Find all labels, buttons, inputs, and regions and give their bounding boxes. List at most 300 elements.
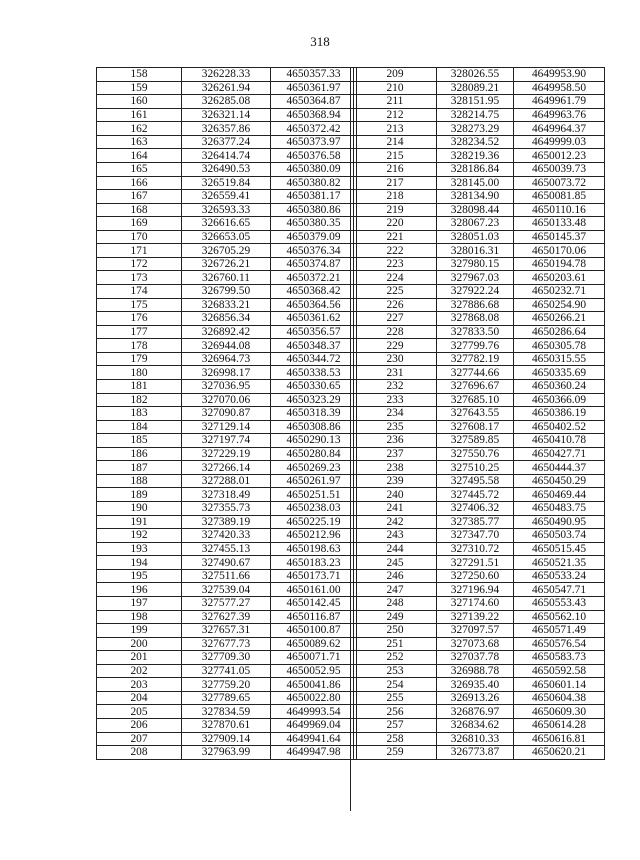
y-coordinate-cell: 4650374.87 bbox=[271, 257, 357, 271]
page-number: 318 bbox=[310, 34, 330, 49]
point-number-cell: 171 bbox=[97, 244, 182, 258]
coordinates-table-left-body bbox=[97, 68, 357, 760]
table-row bbox=[354, 203, 605, 217]
point-number-cell: 175 bbox=[97, 298, 182, 312]
table-row bbox=[354, 691, 605, 705]
table-row bbox=[354, 122, 605, 136]
x-coordinate-cell: 327909.14 bbox=[182, 732, 271, 746]
table-row bbox=[97, 705, 357, 719]
table-row bbox=[354, 190, 605, 204]
y-coordinate-cell: 4650361.97 bbox=[271, 81, 357, 95]
y-coordinate-cell: 4650503.74 bbox=[514, 529, 605, 543]
table-row bbox=[97, 285, 357, 299]
table-row bbox=[97, 135, 357, 149]
x-coordinate-cell: 327834.59 bbox=[182, 705, 271, 719]
table-row bbox=[97, 203, 357, 217]
y-coordinate-cell: 4650133.48 bbox=[514, 217, 605, 231]
point-number-cell: 194 bbox=[97, 556, 182, 570]
table-row bbox=[97, 407, 357, 421]
x-coordinate-cell: 327886.68 bbox=[437, 298, 514, 312]
point-number-cell: 234 bbox=[354, 407, 437, 421]
y-coordinate-cell: 4650571.49 bbox=[514, 624, 605, 638]
x-coordinate-cell: 328214.75 bbox=[437, 108, 514, 122]
x-coordinate-cell: 327868.08 bbox=[437, 312, 514, 326]
y-coordinate-cell: 4650269.23 bbox=[271, 461, 357, 475]
point-number-cell: 228 bbox=[354, 325, 437, 339]
point-number-cell: 210 bbox=[354, 81, 437, 95]
y-coordinate-cell: 4650614.28 bbox=[514, 719, 605, 733]
table-row bbox=[97, 746, 357, 760]
table-divider bbox=[350, 67, 351, 811]
x-coordinate-cell: 326726.21 bbox=[182, 257, 271, 271]
table-row bbox=[97, 434, 357, 448]
point-number-cell: 162 bbox=[97, 122, 182, 136]
table-row bbox=[354, 339, 605, 353]
x-coordinate-cell: 327129.14 bbox=[182, 420, 271, 434]
y-coordinate-cell: 4650380.35 bbox=[271, 217, 357, 231]
y-coordinate-cell: 4650073.72 bbox=[514, 176, 605, 190]
x-coordinate-cell: 327455.13 bbox=[182, 542, 271, 556]
y-coordinate-cell: 4650609.30 bbox=[514, 705, 605, 719]
table-row bbox=[97, 122, 357, 136]
y-coordinate-cell: 4650376.34 bbox=[271, 244, 357, 258]
point-number-cell: 211 bbox=[354, 95, 437, 109]
point-number-cell: 203 bbox=[97, 678, 182, 692]
x-coordinate-cell: 327789.65 bbox=[182, 691, 271, 705]
y-coordinate-cell: 4650427.71 bbox=[514, 447, 605, 461]
table-row bbox=[97, 502, 357, 516]
x-coordinate-cell: 326261.94 bbox=[182, 81, 271, 95]
x-coordinate-cell: 327037.78 bbox=[437, 651, 514, 665]
point-number-cell: 158 bbox=[97, 68, 182, 82]
y-coordinate-cell: 4650022.80 bbox=[271, 691, 357, 705]
y-coordinate-cell: 4650592.58 bbox=[514, 664, 605, 678]
table-row bbox=[97, 257, 357, 271]
table-row bbox=[354, 583, 605, 597]
y-coordinate-cell: 4650364.56 bbox=[271, 298, 357, 312]
table-row bbox=[97, 664, 357, 678]
table-row bbox=[354, 135, 605, 149]
point-number-cell: 169 bbox=[97, 217, 182, 231]
y-coordinate-cell: 4650483.75 bbox=[514, 502, 605, 516]
point-number-cell: 258 bbox=[354, 732, 437, 746]
point-number-cell: 248 bbox=[354, 596, 437, 610]
point-number-cell: 159 bbox=[97, 81, 182, 95]
y-coordinate-cell: 4650315.55 bbox=[514, 352, 605, 366]
y-coordinate-cell: 4650576.54 bbox=[514, 637, 605, 651]
point-number-cell: 218 bbox=[354, 190, 437, 204]
table-row bbox=[354, 230, 605, 244]
x-coordinate-cell: 327288.01 bbox=[182, 474, 271, 488]
x-coordinate-cell: 328273.29 bbox=[437, 122, 514, 136]
table-row bbox=[354, 705, 605, 719]
point-number-cell: 239 bbox=[354, 474, 437, 488]
x-coordinate-cell: 326810.33 bbox=[437, 732, 514, 746]
y-coordinate-cell: 4650366.09 bbox=[514, 393, 605, 407]
table-row bbox=[97, 230, 357, 244]
x-coordinate-cell: 326892.42 bbox=[182, 325, 271, 339]
point-number-cell: 209 bbox=[354, 68, 437, 82]
y-coordinate-cell: 4650381.17 bbox=[271, 190, 357, 204]
coordinates-table-right-body bbox=[354, 68, 605, 760]
point-number-cell: 195 bbox=[97, 569, 182, 583]
point-number-cell: 172 bbox=[97, 257, 182, 271]
table-row bbox=[97, 583, 357, 597]
x-coordinate-cell: 328234.52 bbox=[437, 135, 514, 149]
table-row bbox=[97, 515, 357, 529]
x-coordinate-cell: 326414.74 bbox=[182, 149, 271, 163]
point-number-cell: 227 bbox=[354, 312, 437, 326]
y-coordinate-cell: 4650583.73 bbox=[514, 651, 605, 665]
x-coordinate-cell: 326593.33 bbox=[182, 203, 271, 217]
x-coordinate-cell: 328016.31 bbox=[437, 244, 514, 258]
y-coordinate-cell: 4650308.86 bbox=[271, 420, 357, 434]
point-number-cell: 221 bbox=[354, 230, 437, 244]
point-number-cell: 208 bbox=[97, 746, 182, 760]
y-coordinate-cell: 4650266.21 bbox=[514, 312, 605, 326]
y-coordinate-cell: 4650364.87 bbox=[271, 95, 357, 109]
table-row bbox=[97, 542, 357, 556]
table-row bbox=[97, 678, 357, 692]
y-coordinate-cell: 4650450.29 bbox=[514, 474, 605, 488]
table-row bbox=[354, 244, 605, 258]
x-coordinate-cell: 327196.94 bbox=[437, 583, 514, 597]
x-coordinate-cell: 327090.87 bbox=[182, 407, 271, 421]
y-coordinate-cell: 4650286.64 bbox=[514, 325, 605, 339]
y-coordinate-cell: 4650380.86 bbox=[271, 203, 357, 217]
table-row bbox=[354, 651, 605, 665]
y-coordinate-cell: 4650212.96 bbox=[271, 529, 357, 543]
y-coordinate-cell: 4650444.37 bbox=[514, 461, 605, 475]
point-number-cell: 192 bbox=[97, 529, 182, 543]
point-number-cell: 223 bbox=[354, 257, 437, 271]
x-coordinate-cell: 328067.23 bbox=[437, 217, 514, 231]
x-coordinate-cell: 326964.73 bbox=[182, 352, 271, 366]
point-number-cell: 165 bbox=[97, 162, 182, 176]
point-number-cell: 226 bbox=[354, 298, 437, 312]
y-coordinate-cell: 4650368.42 bbox=[271, 285, 357, 299]
y-coordinate-cell: 4650379.09 bbox=[271, 230, 357, 244]
point-number-cell: 242 bbox=[354, 515, 437, 529]
y-coordinate-cell: 4650290.13 bbox=[271, 434, 357, 448]
table-row bbox=[97, 217, 357, 231]
x-coordinate-cell: 326998.17 bbox=[182, 366, 271, 380]
table-row bbox=[97, 637, 357, 651]
y-coordinate-cell: 4650372.42 bbox=[271, 122, 357, 136]
x-coordinate-cell: 327677.73 bbox=[182, 637, 271, 651]
x-coordinate-cell: 326519.84 bbox=[182, 176, 271, 190]
point-number-cell: 237 bbox=[354, 447, 437, 461]
x-coordinate-cell: 327643.55 bbox=[437, 407, 514, 421]
table-row bbox=[97, 312, 357, 326]
point-number-cell: 174 bbox=[97, 285, 182, 299]
table-row bbox=[97, 651, 357, 665]
y-coordinate-cell: 4650348.37 bbox=[271, 339, 357, 353]
point-number-cell: 187 bbox=[97, 461, 182, 475]
point-number-cell: 230 bbox=[354, 352, 437, 366]
x-coordinate-cell: 326773.87 bbox=[437, 746, 514, 760]
y-coordinate-cell: 4650071.71 bbox=[271, 651, 357, 665]
table-row bbox=[354, 719, 605, 733]
table-row bbox=[354, 610, 605, 624]
x-coordinate-cell: 327709.30 bbox=[182, 651, 271, 665]
point-number-cell: 247 bbox=[354, 583, 437, 597]
x-coordinate-cell: 327070.06 bbox=[182, 393, 271, 407]
point-number-cell: 196 bbox=[97, 583, 182, 597]
point-number-cell: 184 bbox=[97, 420, 182, 434]
y-coordinate-cell: 4650562.10 bbox=[514, 610, 605, 624]
point-number-cell: 256 bbox=[354, 705, 437, 719]
point-number-cell: 238 bbox=[354, 461, 437, 475]
point-number-cell: 220 bbox=[354, 217, 437, 231]
point-number-cell: 240 bbox=[354, 488, 437, 502]
y-coordinate-cell: 4650261.97 bbox=[271, 474, 357, 488]
y-coordinate-cell: 4650039.73 bbox=[514, 162, 605, 176]
table-row bbox=[97, 149, 357, 163]
table-row bbox=[97, 474, 357, 488]
table-row bbox=[354, 176, 605, 190]
table-row bbox=[354, 420, 605, 434]
y-coordinate-cell: 4650361.62 bbox=[271, 312, 357, 326]
table-row bbox=[97, 732, 357, 746]
table-row bbox=[97, 488, 357, 502]
x-coordinate-cell: 328098.44 bbox=[437, 203, 514, 217]
x-coordinate-cell: 327355.73 bbox=[182, 502, 271, 516]
y-coordinate-cell: 4650620.21 bbox=[514, 746, 605, 760]
y-coordinate-cell: 4650198.63 bbox=[271, 542, 357, 556]
y-coordinate-cell: 4650402.52 bbox=[514, 420, 605, 434]
point-number-cell: 168 bbox=[97, 203, 182, 217]
y-coordinate-cell: 4650380.09 bbox=[271, 162, 357, 176]
x-coordinate-cell: 327495.58 bbox=[437, 474, 514, 488]
table-row bbox=[354, 352, 605, 366]
x-coordinate-cell: 327310.72 bbox=[437, 542, 514, 556]
point-number-cell: 199 bbox=[97, 624, 182, 638]
point-number-cell: 236 bbox=[354, 434, 437, 448]
table-row bbox=[97, 190, 357, 204]
point-number-cell: 207 bbox=[97, 732, 182, 746]
y-coordinate-cell: 4649947.98 bbox=[271, 746, 357, 760]
x-coordinate-cell: 327685.10 bbox=[437, 393, 514, 407]
y-coordinate-cell: 4650194.78 bbox=[514, 257, 605, 271]
table-row bbox=[354, 257, 605, 271]
point-number-cell: 243 bbox=[354, 529, 437, 543]
table-row bbox=[97, 569, 357, 583]
x-coordinate-cell: 326653.05 bbox=[182, 230, 271, 244]
point-number-cell: 185 bbox=[97, 434, 182, 448]
point-number-cell: 232 bbox=[354, 379, 437, 393]
y-coordinate-cell: 4650238.03 bbox=[271, 502, 357, 516]
y-coordinate-cell: 4650616.81 bbox=[514, 732, 605, 746]
point-number-cell: 193 bbox=[97, 542, 182, 556]
x-coordinate-cell: 326833.21 bbox=[182, 298, 271, 312]
point-number-cell: 229 bbox=[354, 339, 437, 353]
x-coordinate-cell: 326616.65 bbox=[182, 217, 271, 231]
point-number-cell: 214 bbox=[354, 135, 437, 149]
x-coordinate-cell: 327385.77 bbox=[437, 515, 514, 529]
point-number-cell: 163 bbox=[97, 135, 182, 149]
y-coordinate-cell: 4650318.39 bbox=[271, 407, 357, 421]
x-coordinate-cell: 327608.17 bbox=[437, 420, 514, 434]
x-coordinate-cell: 326760.11 bbox=[182, 271, 271, 285]
x-coordinate-cell: 328134.90 bbox=[437, 190, 514, 204]
point-number-cell: 197 bbox=[97, 596, 182, 610]
point-number-cell: 245 bbox=[354, 556, 437, 570]
x-coordinate-cell: 327250.60 bbox=[437, 569, 514, 583]
x-coordinate-cell: 328145.00 bbox=[437, 176, 514, 190]
table-row bbox=[97, 366, 357, 380]
x-coordinate-cell: 327266.14 bbox=[182, 461, 271, 475]
y-coordinate-cell: 4650344.72 bbox=[271, 352, 357, 366]
x-coordinate-cell: 326935.40 bbox=[437, 678, 514, 692]
table-row bbox=[97, 556, 357, 570]
x-coordinate-cell: 326913.26 bbox=[437, 691, 514, 705]
point-number-cell: 253 bbox=[354, 664, 437, 678]
x-coordinate-cell: 327073.68 bbox=[437, 637, 514, 651]
x-coordinate-cell: 327963.99 bbox=[182, 746, 271, 760]
x-coordinate-cell: 326377.24 bbox=[182, 135, 271, 149]
point-number-cell: 170 bbox=[97, 230, 182, 244]
table-row bbox=[97, 624, 357, 638]
table-row bbox=[354, 81, 605, 95]
point-number-cell: 219 bbox=[354, 203, 437, 217]
y-coordinate-cell: 4650357.33 bbox=[271, 68, 357, 82]
point-number-cell: 259 bbox=[354, 746, 437, 760]
x-coordinate-cell: 327744.66 bbox=[437, 366, 514, 380]
x-coordinate-cell: 327922.24 bbox=[437, 285, 514, 299]
table-row bbox=[354, 488, 605, 502]
table-row bbox=[97, 108, 357, 122]
point-number-cell: 249 bbox=[354, 610, 437, 624]
table-row bbox=[354, 95, 605, 109]
y-coordinate-cell: 4650251.51 bbox=[271, 488, 357, 502]
point-number-cell: 173 bbox=[97, 271, 182, 285]
x-coordinate-cell: 327511.66 bbox=[182, 569, 271, 583]
x-coordinate-cell: 327589.85 bbox=[437, 434, 514, 448]
table-row bbox=[354, 312, 605, 326]
x-coordinate-cell: 326944.08 bbox=[182, 339, 271, 353]
table-row bbox=[354, 108, 605, 122]
table-row bbox=[97, 339, 357, 353]
point-number-cell: 206 bbox=[97, 719, 182, 733]
y-coordinate-cell: 4650161.00 bbox=[271, 583, 357, 597]
table-row bbox=[354, 285, 605, 299]
x-coordinate-cell: 326988.78 bbox=[437, 664, 514, 678]
table-row bbox=[354, 624, 605, 638]
x-coordinate-cell: 327420.33 bbox=[182, 529, 271, 543]
point-number-cell: 177 bbox=[97, 325, 182, 339]
y-coordinate-cell: 4650305.78 bbox=[514, 339, 605, 353]
table-row bbox=[354, 474, 605, 488]
y-coordinate-cell: 4650410.78 bbox=[514, 434, 605, 448]
point-number-cell: 190 bbox=[97, 502, 182, 516]
point-number-cell: 186 bbox=[97, 447, 182, 461]
x-coordinate-cell: 327229.19 bbox=[182, 447, 271, 461]
point-number-cell: 180 bbox=[97, 366, 182, 380]
y-coordinate-cell: 4650089.62 bbox=[271, 637, 357, 651]
x-coordinate-cell: 326559.41 bbox=[182, 190, 271, 204]
y-coordinate-cell: 4650116.87 bbox=[271, 610, 357, 624]
table-row bbox=[354, 556, 605, 570]
y-coordinate-cell: 4650360.24 bbox=[514, 379, 605, 393]
table-row bbox=[354, 149, 605, 163]
table-row bbox=[97, 461, 357, 475]
point-number-cell: 225 bbox=[354, 285, 437, 299]
table-row bbox=[354, 529, 605, 543]
point-number-cell: 246 bbox=[354, 569, 437, 583]
y-coordinate-cell: 4650521.35 bbox=[514, 556, 605, 570]
table-row bbox=[97, 610, 357, 624]
x-coordinate-cell: 327627.39 bbox=[182, 610, 271, 624]
point-number-cell: 179 bbox=[97, 352, 182, 366]
table-row bbox=[354, 271, 605, 285]
x-coordinate-cell: 327139.22 bbox=[437, 610, 514, 624]
x-coordinate-cell: 328186.84 bbox=[437, 162, 514, 176]
table-row bbox=[97, 176, 357, 190]
point-number-cell: 202 bbox=[97, 664, 182, 678]
table-row bbox=[97, 325, 357, 339]
y-coordinate-cell: 4650533.24 bbox=[514, 569, 605, 583]
y-coordinate-cell: 4650386.19 bbox=[514, 407, 605, 421]
point-number-cell: 251 bbox=[354, 637, 437, 651]
point-number-cell: 224 bbox=[354, 271, 437, 285]
x-coordinate-cell: 328219.36 bbox=[437, 149, 514, 163]
y-coordinate-cell: 4650335.69 bbox=[514, 366, 605, 380]
table-row bbox=[97, 68, 357, 82]
y-coordinate-cell: 4650490.95 bbox=[514, 515, 605, 529]
x-coordinate-cell: 326285.08 bbox=[182, 95, 271, 109]
point-number-cell: 257 bbox=[354, 719, 437, 733]
x-coordinate-cell: 327406.32 bbox=[437, 502, 514, 516]
point-number-cell: 201 bbox=[97, 651, 182, 665]
y-coordinate-cell: 4650142.45 bbox=[271, 596, 357, 610]
y-coordinate-cell: 4650604.38 bbox=[514, 691, 605, 705]
x-coordinate-cell: 328089.21 bbox=[437, 81, 514, 95]
point-number-cell: 181 bbox=[97, 379, 182, 393]
x-coordinate-cell: 327291.51 bbox=[437, 556, 514, 570]
x-coordinate-cell: 328026.55 bbox=[437, 68, 514, 82]
x-coordinate-cell: 327782.19 bbox=[437, 352, 514, 366]
point-number-cell: 198 bbox=[97, 610, 182, 624]
x-coordinate-cell: 327759.20 bbox=[182, 678, 271, 692]
y-coordinate-cell: 4649941.64 bbox=[271, 732, 357, 746]
y-coordinate-cell: 4650173.71 bbox=[271, 569, 357, 583]
x-coordinate-cell: 327980.15 bbox=[437, 257, 514, 271]
x-coordinate-cell: 327036.95 bbox=[182, 379, 271, 393]
point-number-cell: 255 bbox=[354, 691, 437, 705]
table-row bbox=[97, 352, 357, 366]
y-coordinate-cell: 4650203.61 bbox=[514, 271, 605, 285]
y-coordinate-cell: 4650330.65 bbox=[271, 379, 357, 393]
x-coordinate-cell: 327510.25 bbox=[437, 461, 514, 475]
y-coordinate-cell: 4650041.86 bbox=[271, 678, 357, 692]
y-coordinate-cell: 4650100.87 bbox=[271, 624, 357, 638]
table-row bbox=[354, 325, 605, 339]
x-coordinate-cell: 327967.03 bbox=[437, 271, 514, 285]
y-coordinate-cell: 4650372.21 bbox=[271, 271, 357, 285]
x-coordinate-cell: 327870.61 bbox=[182, 719, 271, 733]
y-coordinate-cell: 4650323.29 bbox=[271, 393, 357, 407]
table-row bbox=[97, 379, 357, 393]
point-number-cell: 231 bbox=[354, 366, 437, 380]
coordinates-table-left bbox=[96, 67, 357, 760]
table-row bbox=[354, 393, 605, 407]
point-number-cell: 250 bbox=[354, 624, 437, 638]
point-number-cell: 254 bbox=[354, 678, 437, 692]
point-number-cell: 233 bbox=[354, 393, 437, 407]
x-coordinate-cell: 327833.50 bbox=[437, 325, 514, 339]
y-coordinate-cell: 4650232.71 bbox=[514, 285, 605, 299]
